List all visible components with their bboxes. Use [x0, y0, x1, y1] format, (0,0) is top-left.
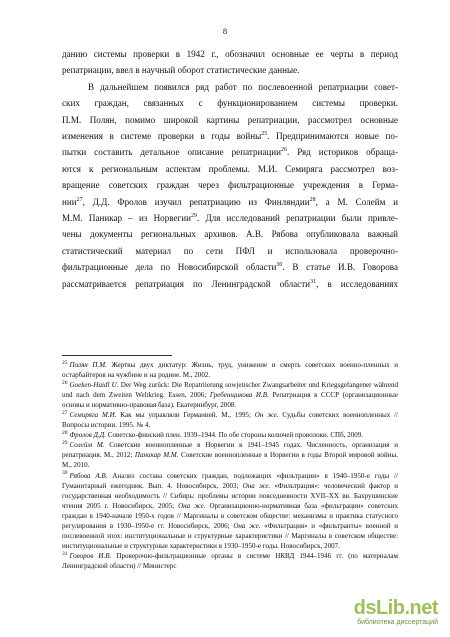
- text-line: ются к региональным аспектам проблемы. М.И. Семиряга рассмотрел воз-: [62, 163, 398, 174]
- footnote-ref-26[interactable]: 26: [281, 147, 288, 154]
- text-line: изменения в системе проверки в годы войны$^{25}$. Предпринимаются новые по-: [62, 131, 398, 142]
- footnote-ref-25[interactable]: 25: [261, 131, 268, 137]
- footnote-29: $^{29}$ Солейм М. Советские военнопленные в Норвегии в 1941–1945 годах. Численность, организация и репатриация. М., 2012; Паникар М.М. Советские военнопленные в Норвегии в годы Второй мировой войны. М., 2010.: [62, 440, 398, 470]
- watermark: [322, 597, 442, 631]
- text-line: рассматривается репатриация по Ленинградской области$^{31}$, в исследованиях: [62, 278, 398, 289]
- text-line: вращение советских граждан через фильтрационные учреждения в Герма-: [62, 180, 398, 191]
- footnote-25: $^{25}$ Полян П.М. Жертвы двух диктатур: Жизнь, труд, унижение и смерть советских военно-пленных и остарбайтеров на чужбине и на родине. М., 2002.: [62, 359, 398, 380]
- text-line: М.М. Паникар – из Норвегии$^{29}$. Для исследований репатриации были привле-: [62, 213, 398, 224]
- footnote-26: $^{26}$ Goeken-Haidl U. Der Weg zurück: Die Repatriierung sowjetischer Zwangsarbeiter und Kriegsgefangener während und nach dem Zweiten Weltkrieg. Essen, 2006; Гребенщикова И.В. Репатриация в СССР (организационные основы и нормативно-правовая база). Екатеринбург, 2008.: [62, 379, 398, 410]
- footnote-ref-30[interactable]: 30: [276, 262, 283, 269]
- text-line: пытки составить детальное описание репатриации$^{26}$. Ряд историков обраща-: [62, 147, 398, 158]
- text-line: статистический материал по сети ПФЛ и использовала проверочно-: [62, 245, 398, 256]
- footnote-27: $^{27}$ Семиряга М.И. Как мы управляли Германией. М., 1995; Он же. Судьбы советских военнопленных // Вопросы истории. 1995. № 4.: [62, 409, 399, 430]
- paragraph-1: [62, 46, 398, 79]
- paragraph-2: [62, 79, 398, 292]
- main-text: [62, 46, 398, 292]
- footnote-30: $^{30}$ Рябова А.В. Анализ состава советских граждан, подлежащих «фильтрации» в 1940–1950-е годы // Гуманитарный ежегодник. Вып. 4. Новосибирск, 2003; Она же. «Фильтрация»: человеческий фактор и государственная необходимость // Сибирь: проблемы истории повседневности XVII–XX вв. Бахрушинские чтения 2005 г. Новосибирск, 2005; Она же. Организационно-нормативная база «фильтрации» советских граждан в 1940-начале 1950-х годов // Маргиналы в советском обществе: механизмы и практика статусного регулирования в 1930–1950-е гг. Новосибирск, 2006; Она же. «Фильтрация» и «фильтранты» военной и послевоенной эпох: институциональные и структурные характеристики // Маргиналы в советском обществе: институциональные и структурные характеристики в 1930–1950-е годы. Новосибирск, 2007.: [62, 470, 398, 550]
- footnote-ref-28[interactable]: 28: [309, 196, 316, 203]
- text-line: данию системы проверки в 1942 г., обозначил основные ее черты в период: [62, 49, 398, 59]
- text-line: ских граждан, связанных с функционированием системы проверки.: [62, 98, 398, 109]
- text-line: чены документы региональных архивов. А.В. Рябова опубликовала важный: [62, 229, 398, 240]
- text-line: нии$^{27}$, Д.Д. Фролов изучил репатриацию из Финляндии$^{28}$, а М. Солейм и: [62, 196, 398, 207]
- text-line: фильтрационные дела по Новосибирской области$^{30}$. В статье И.В. Говорова: [62, 262, 398, 273]
- text-line: В дальнейшем появился ряд работ по послевоенной репатриации совет-: [88, 81, 398, 92]
- footnote-28: $^{28}$ Фролов Д.Д. Советско-финский плен. 1939–1944. По обе стороны колючей проволоки. СПб, 2009.: [62, 429, 364, 440]
- footnote-separator: [62, 355, 172, 356]
- footnotes: [62, 360, 398, 571]
- watermark-logo: dsLib.net: [353, 597, 438, 619]
- footnote-31: $^{31}$ Говоров И.В. Проверочно-фильтрационные органы в системе НКВД 1944–1946 гг. (по материалам Ленинградской области) // Министерс: [62, 550, 398, 570]
- text-line: репатриации, ввел в научный оборот статистические данные.: [62, 65, 300, 76]
- footnote-ref-29[interactable]: 29: [191, 213, 197, 220]
- watermark-subtitle: библиотека диссертаций: [357, 619, 438, 626]
- footnote-ref-31[interactable]: 31: [310, 278, 317, 285]
- page-number: 8: [222, 26, 228, 36]
- text-line: П.М. Полян, помимо широкой картины репатриации, рассмотрел основные: [62, 114, 398, 125]
- footnote-ref-27[interactable]: 27: [76, 196, 83, 203]
